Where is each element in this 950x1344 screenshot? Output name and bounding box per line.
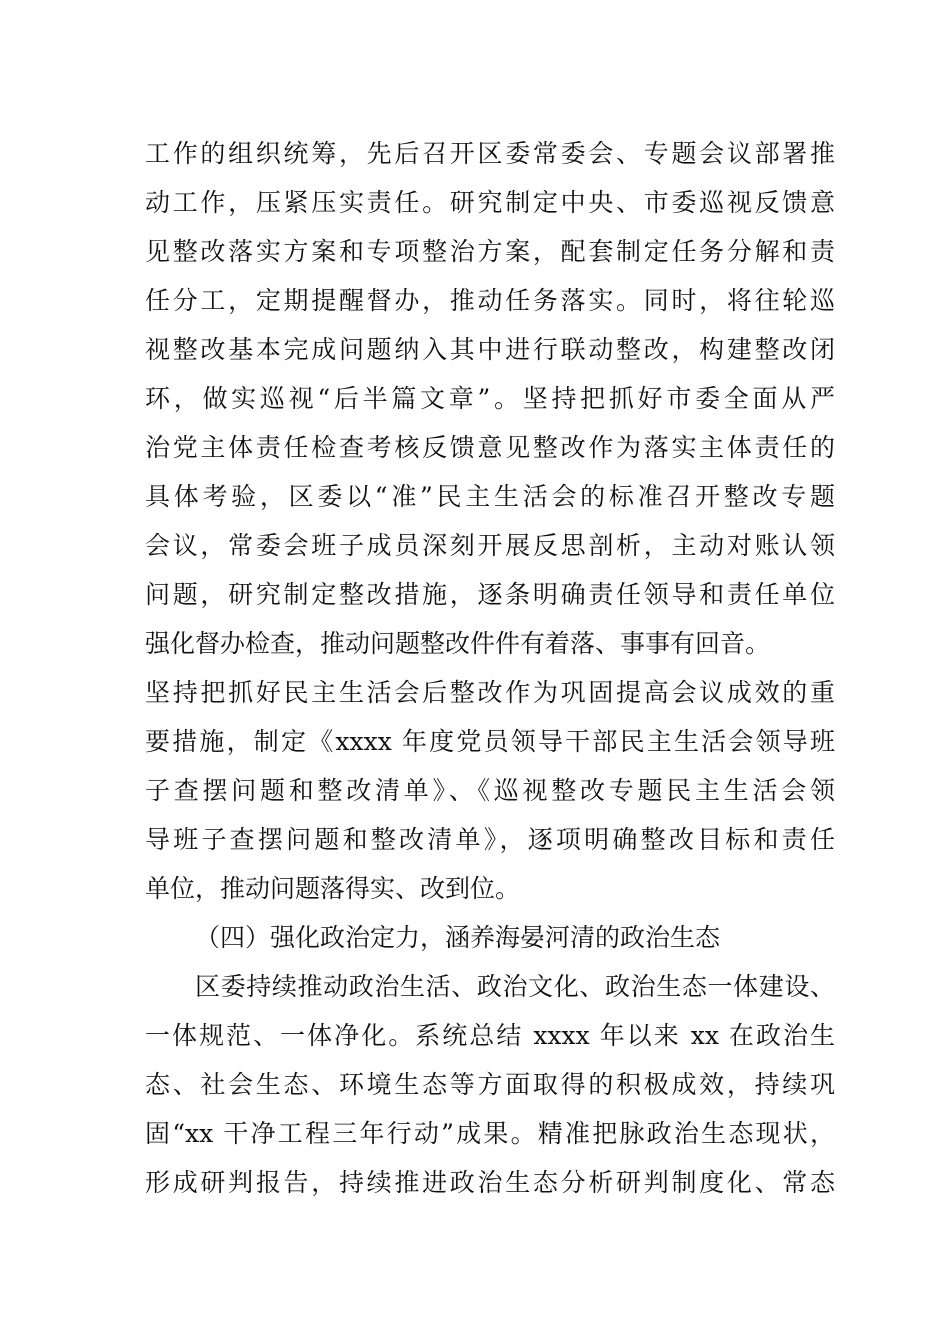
body-line-9: 会议，常委会班子成员深刻开展反思剖析，主动对账认领	[145, 531, 835, 560]
body-line-2: 动工作，压紧压实责任。研究制定中央、市委巡视反馈意	[145, 188, 835, 217]
body-line-12: 坚持把抓好民主生活会后整改作为巩固提高会议成效的重	[145, 678, 835, 707]
section-line-5: 形成研判报告，持续推进政治生态分析研判制度化、常态	[145, 1168, 835, 1197]
body-line-4: 任分工，定期提醒督办，推动任务落实。同时，将往轮巡	[145, 286, 835, 315]
body-line-8: 具体考验，区委以“准”民主生活会的标准召开整改专题	[145, 482, 835, 511]
body-line-10: 问题，研究制定整改措施，逐条明确责任领导和责任单位	[145, 580, 835, 609]
body-line-11: 强化督办检查，推动问题整改件件有着落、事事有回音。	[145, 629, 771, 658]
section-line-2: 一体规范、一体净化。系统总结 xxxx 年以来 xx 在政治生	[145, 1021, 835, 1050]
body-line-13: 要措施，制定《xxxx 年度党员领导干部民主生活会领导班	[145, 727, 835, 756]
body-line-15: 导班子查摆问题和整改清单》，逐项明确整改目标和责任	[145, 825, 835, 854]
section-line-1: 区委持续推动政治生活、政治文化、政治生态一体建设、	[195, 972, 835, 1001]
document-body	[145, 129, 835, 1207]
body-line-6: 环，做实巡视“后半篇文章”。坚持把抓好市委全面从严	[145, 384, 835, 413]
section-line-3: 态、社会生态、环境生态等方面取得的积极成效，持续巩	[145, 1070, 835, 1099]
body-line-1: 工作的组织统筹，先后召开区委常委会、专题会议部署推	[145, 139, 835, 168]
body-line-14: 子查摆问题和整改清单》、《巡视整改专题民主生活会领	[145, 776, 835, 805]
body-line-5: 视整改基本完成问题纳入其中进行联动整改，构建整改闭	[145, 335, 835, 364]
body-line-16: 单位，推动问题落得实、改到位。	[145, 874, 521, 903]
section-line-4: 固“xx 干净工程三年行动”成果。精准把脉政治生态现状，	[145, 1119, 835, 1148]
section-heading: （四）强化政治定力，涵养海晏河清的政治生态	[195, 923, 721, 952]
body-line-7: 治党主体责任检查考核反馈意见整改作为落实主体责任的	[145, 433, 835, 462]
body-line-3: 见整改落实方案和专项整治方案，配套制定任务分解和责	[145, 237, 835, 266]
